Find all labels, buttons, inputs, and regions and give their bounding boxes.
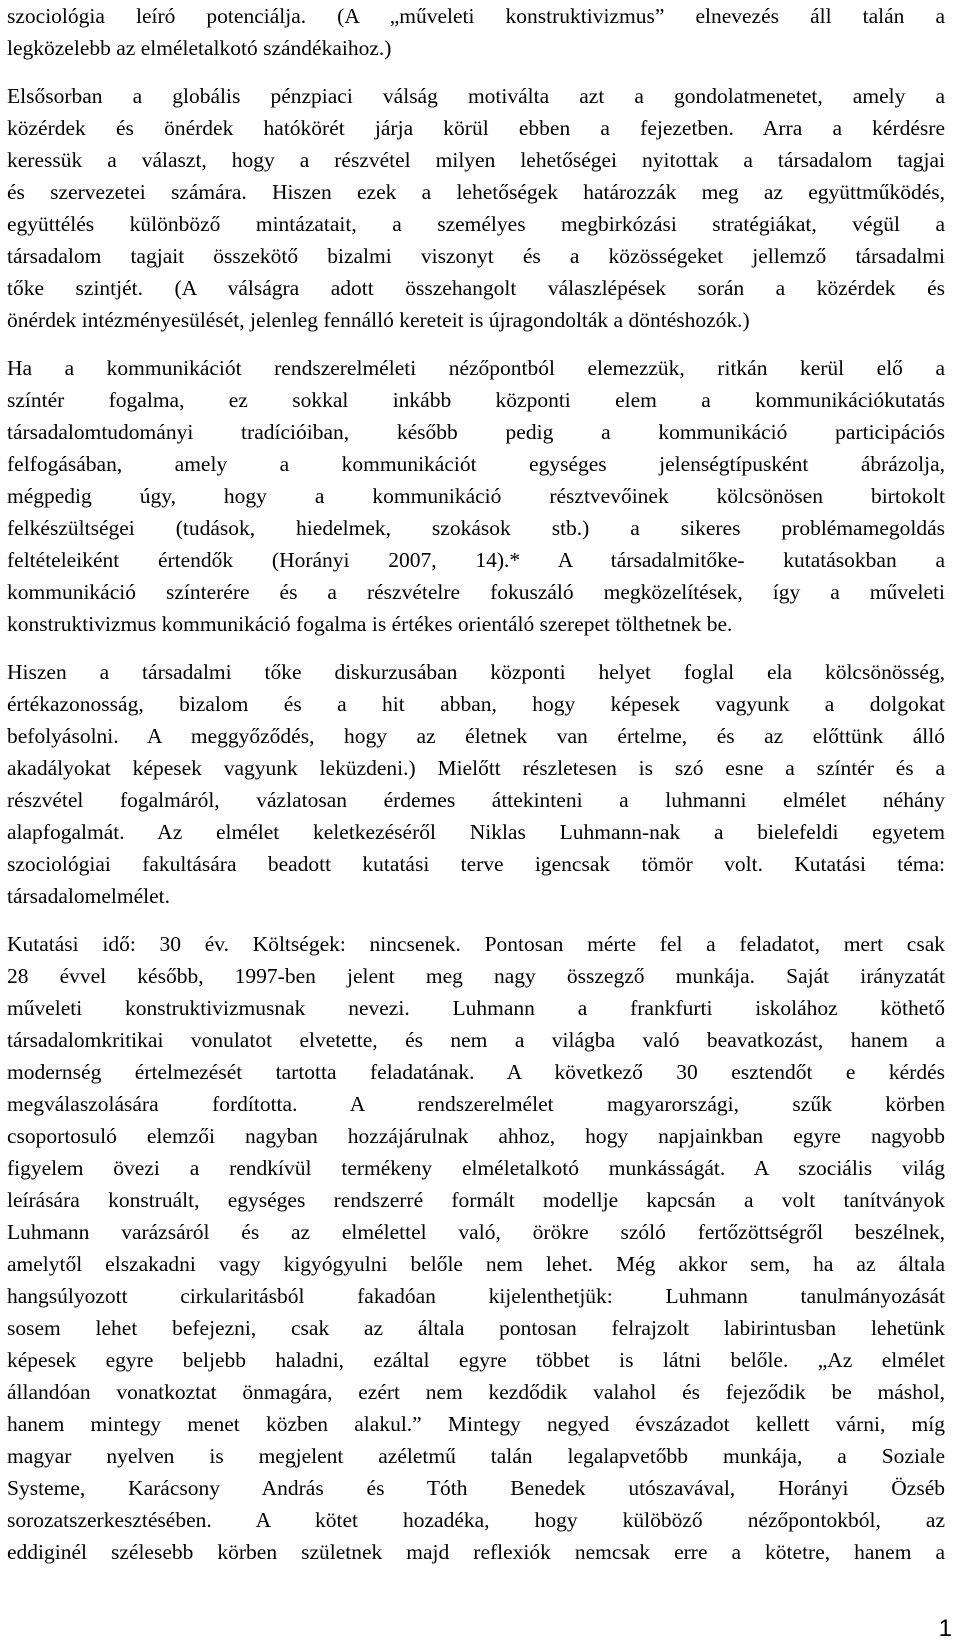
text-line: konstruktivizmus kommunikáció fogalma is értékes orientáló szerepet tölthetnek be. <box>7 612 733 636</box>
text-line: alapfogalmát. Az elmélet keletkezéséről Niklas Luhmann-nak a bielefeldi egyetem <box>7 820 945 844</box>
text-line: állandóan vonatkoztat önmagára, ezért nem kezdődik valahol és fejeződik be máshol, <box>7 1380 945 1404</box>
text-line: színtér fogalma, ez sokkal inkább központi elem a kommunikációkutatás <box>7 388 945 412</box>
text-line: modernség értelmezését tartotta feladatának. A következő 30 esztendőt e kérdés <box>7 1060 945 1084</box>
text-line: befolyásolni. A meggyőződés, hogy az életnek van értelme, és az előttünk álló <box>7 724 945 748</box>
text-line: műveleti konstruktivizmusnak nevezi. Luhmann a frankfurti iskolához köthető <box>7 996 945 1020</box>
text-line: leírására konstruált, egységes rendszerré formált modellje kapcsán a volt tanítványok <box>7 1188 945 1212</box>
text-line: hanem mintegy menet közben alakul.” Mintegy negyed évszázadot kellett várni, míg <box>7 1412 945 1436</box>
text-line: együttélés különböző mintázatait, a személyes megbirkózási stratégiákat, végül a <box>7 212 945 236</box>
text-line: keressük a választ, hogy a részvétel milyen lehetőségei nyitottak a társadalom tagjai <box>7 148 945 172</box>
text-line: szociológiai fakultására beadott kutatási terve igencsak tömör volt. Kutatási téma: <box>7 852 945 876</box>
text-line: 28 évvel később, 1997-ben jelent meg nagy összegző munkája. Saját irányzatát <box>7 964 945 988</box>
text-line: társadalom tagjait összekötő bizalmi viszonyt és a közösségeket jellemző társadalmi <box>7 244 945 268</box>
page-number: 1 <box>938 1615 952 1642</box>
paragraph-3 <box>7 352 945 640</box>
text-line: Systeme, Karácsony András és Tóth Benedek utószavával, Horányi Özséb <box>7 1476 945 1500</box>
text-line: kommunikáció színterére és a részvételre fokuszáló megközelítések, így a műveleti <box>7 580 945 604</box>
text-line: magyar nyelven is megjelent azéletmű talán legalapvetőbb munkája, a Soziale <box>7 1444 945 1468</box>
text-line: szociológia leíró potenciálja. (A „műveleti konstruktivizmus” elnevezés áll talán a <box>7 4 945 28</box>
paragraph-1 <box>7 0 945 64</box>
text-line: társadalomelmélet. <box>7 884 170 908</box>
text-line: Elsősorban a globális pénzpiaci válság motiválta azt a gondolatmenetet, amely a <box>7 84 945 108</box>
text-line: megválaszolására fordította. A rendszerelmélet magyarországi, szűk körben <box>7 1092 945 1116</box>
text-line: Hiszen a társadalmi tőke diskurzusában központi helyet foglal ela kölcsönösség, <box>7 660 945 684</box>
text-line: eddiginél szélesebb körben születnek majd reflexiók nemcsak erre a kötetre, hanem a <box>7 1540 945 1564</box>
text-line: amelytől elszakadni vagy kigyógyulni belőle nem lehet. Még akkor sem, ha az általa <box>7 1252 945 1276</box>
text-line: akadályokat képesek vagyunk leküzdeni.) Mielőtt részletesen is szó esne a színtér és a <box>7 756 945 780</box>
text-line: társadalomtudományi tradícióiban, később pedig a kommunikáció participációs <box>7 420 945 444</box>
text-line: közérdek és önérdek hatókörét járja körül ebben a fejezetben. Arra a kérdésre <box>7 116 945 140</box>
text-line: részvétel fogalmáról, vázlatosan érdemes áttekinteni a luhmanni elmélet néhány <box>7 788 945 812</box>
text-line: értékazonosság, bizalom és a hit abban, hogy képesek vagyunk a dolgokat <box>7 692 945 716</box>
text-line: társadalomkritikai vonulatot elvetette, és nem a világba való beavatkozást, hanem a <box>7 1028 945 1052</box>
text-line: sorozatszerkesztésében. A kötet hozadéka, hogy külöböző nézőpontokból, az <box>7 1508 945 1532</box>
text-line: felfogásában, amely a kommunikációt egységes jelenségtípusként ábrázolja, <box>7 452 945 476</box>
paragraph-5 <box>7 928 945 1568</box>
paragraph-4 <box>7 656 945 912</box>
text-line: mégpedig úgy, hogy a kommunikáció résztvevőinek kölcsönösen birtokolt <box>7 484 945 508</box>
document-body <box>7 0 945 1584</box>
text-line: Kutatási idő: 30 év. Költségek: nincsenek. Pontosan mérte fel a feladatot, mert csak <box>7 932 945 956</box>
text-line: és szervezetei számára. Hiszen ezek a lehetőségek határozzák meg az együttműködés, <box>7 180 945 204</box>
text-line: képesek egyre beljebb haladni, ezáltal egyre többet is látni belőle. „Az elmélet <box>7 1348 945 1372</box>
paragraph-2 <box>7 80 945 336</box>
text-line: felkészültségei (tudások, hiedelmek, szokások stb.) a sikeres problémamegoldás <box>7 516 945 540</box>
text-line: figyelem övezi a rendkívül termékeny elméletalkotó munkásságát. A szociális világ <box>7 1156 945 1180</box>
text-line: legközelebb az elméletalkotó szándékaihoz.) <box>7 36 392 60</box>
text-line: tőke szintjét. (A válságra adott összehangolt válaszlépések során a közérdek és <box>7 276 945 300</box>
text-line: feltételeiként értendők (Horányi 2007, 14).* A társadalmitőke- kutatásokban a <box>7 548 945 572</box>
text-line: csoportosuló elemzői nagyban hozzájárulnak ahhoz, hogy napjainkban egyre nagyobb <box>7 1124 945 1148</box>
text-line: Ha a kommunikációt rendszerelméleti nézőpontból elemezzük, ritkán kerül elő a <box>7 356 945 380</box>
text-line: önérdek intézményesülését, jelenleg fennálló kereteit is újragondolták a döntéshozók.) <box>7 308 750 332</box>
text-line: hangsúlyozott cirkularitásból fakadóan kijelenthetjük: Luhmann tanulmányozását <box>7 1284 945 1308</box>
text-line: Luhmann varázsáról és az elmélettel való, örökre szóló fertőzöttségről beszélnek, <box>7 1220 945 1244</box>
text-line: sosem lehet befejezni, csak az általa pontosan felrajzolt labirintusban lehetünk <box>7 1316 945 1340</box>
